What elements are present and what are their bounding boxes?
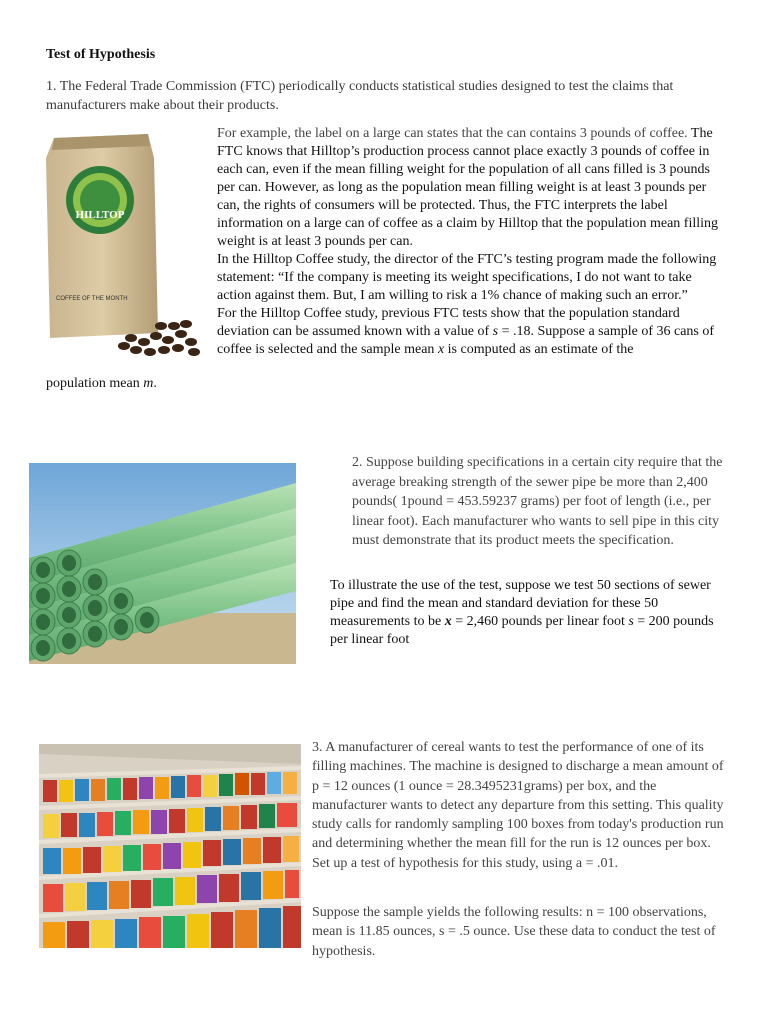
page-title: Test of Hypothesis (46, 47, 156, 62)
sewer-pipes-image (29, 463, 296, 664)
sd-text-3: is computed as an estimate of the (444, 342, 634, 357)
sd-symbol: s (492, 324, 499, 339)
sd-text-2: = .18. Suppose a sample of 36 cans of coffee is selected and the sample mean (217, 324, 715, 357)
q2b-x-symbol: x (444, 614, 452, 629)
sd-text-1: For the Hilltop Coffee study, previous FTC tests show that the population standard deviation can be assumed known with a value of (217, 306, 680, 339)
example-rest: The FTC knows that Hilltop’s production process cannot place exactly 3 pounds of coffee in each can, even if the mean filling weight for the population of all cans filled is 3 pounds per can. However, as long as the population mean filling weight is at least 3 pounds per can, the rights of consumers will be protected. Thus, the FTC interprets the label information on a large can of coffee as a claim by Hilltop that the population mean filling weight is at least 3 pounds per can. (217, 126, 718, 249)
q2b-text-1: To illustrate the use of the test, suppose we test 50 sections of sewer pipe and find the mean and standard deviation for these 50 measurements to be (330, 578, 711, 629)
cereal-aisle-image (39, 744, 301, 948)
question-3-paragraph: 3. A manufacturer of cereal wants to test the performance of one of its filling machines. The machine is designed to discharge a mean amount of p = 12 ounces (1 ounce = 28.3495231grams) per box, and the manufacturer wants to detect any departure from this setting. This quality study calls for randomly sampling 100 boxes from today's production run and determining whether the mean fill for the run is 12 ounces per box. Set up a test of hypothesis for this study, using a = .01. (312, 740, 724, 871)
director-statement: In the Hilltop Coffee study, the director of the FTC’s testing program made the following statement: “If the company is meeting its weight specifications, I do not want to take action against them. But, I am willing to risk a 1% chance of making such an error.” (217, 252, 717, 303)
intro-paragraph: 1. The Federal Trade Commission (FTC) periodically conducts statistical studies designed to test the claims that manufacturers make about their products. (46, 79, 674, 113)
question-3-results-paragraph: Suppose the sample yields the following results: n = 100 observations, mean is 11.85 ounces, s = .5 ounce. Use these data to conduct the test of hypothesis. (312, 905, 716, 959)
coffee-brand-text: HILLTOP (75, 209, 125, 221)
q2b-text-3: = 200 pounds per linear foot (330, 614, 714, 647)
tail-text: population mean (46, 376, 144, 391)
question-2-test-paragraph (330, 577, 726, 649)
coffee-bag-image (36, 128, 206, 368)
coffee-label-text: COFFEE OF THE MONTH (56, 296, 128, 302)
question-2-paragraph: 2. Suppose building specifications in a certain city require that the average breaking strength of the sewer pipe be more than 2,400 pounds( 1pound = 453.59237 grams) per foot of length (i.e., per linear foot). Each manufacturer who wants to sell pipe in this city must demonstrate that its product meets the specification. (352, 455, 723, 548)
coffee-example-paragraph (217, 125, 722, 359)
coffee-tail-line (46, 376, 157, 392)
tail-symbol: m (143, 376, 154, 391)
q2b-text-2: = 2,460 pounds per linear foot (451, 614, 629, 629)
mean-symbol: x (437, 342, 445, 357)
tail-end: . (153, 376, 157, 391)
example-lead: For example, the label on a large can states that the can contains 3 pounds of coffee. (217, 126, 688, 141)
q2b-s-symbol: s (628, 614, 634, 629)
